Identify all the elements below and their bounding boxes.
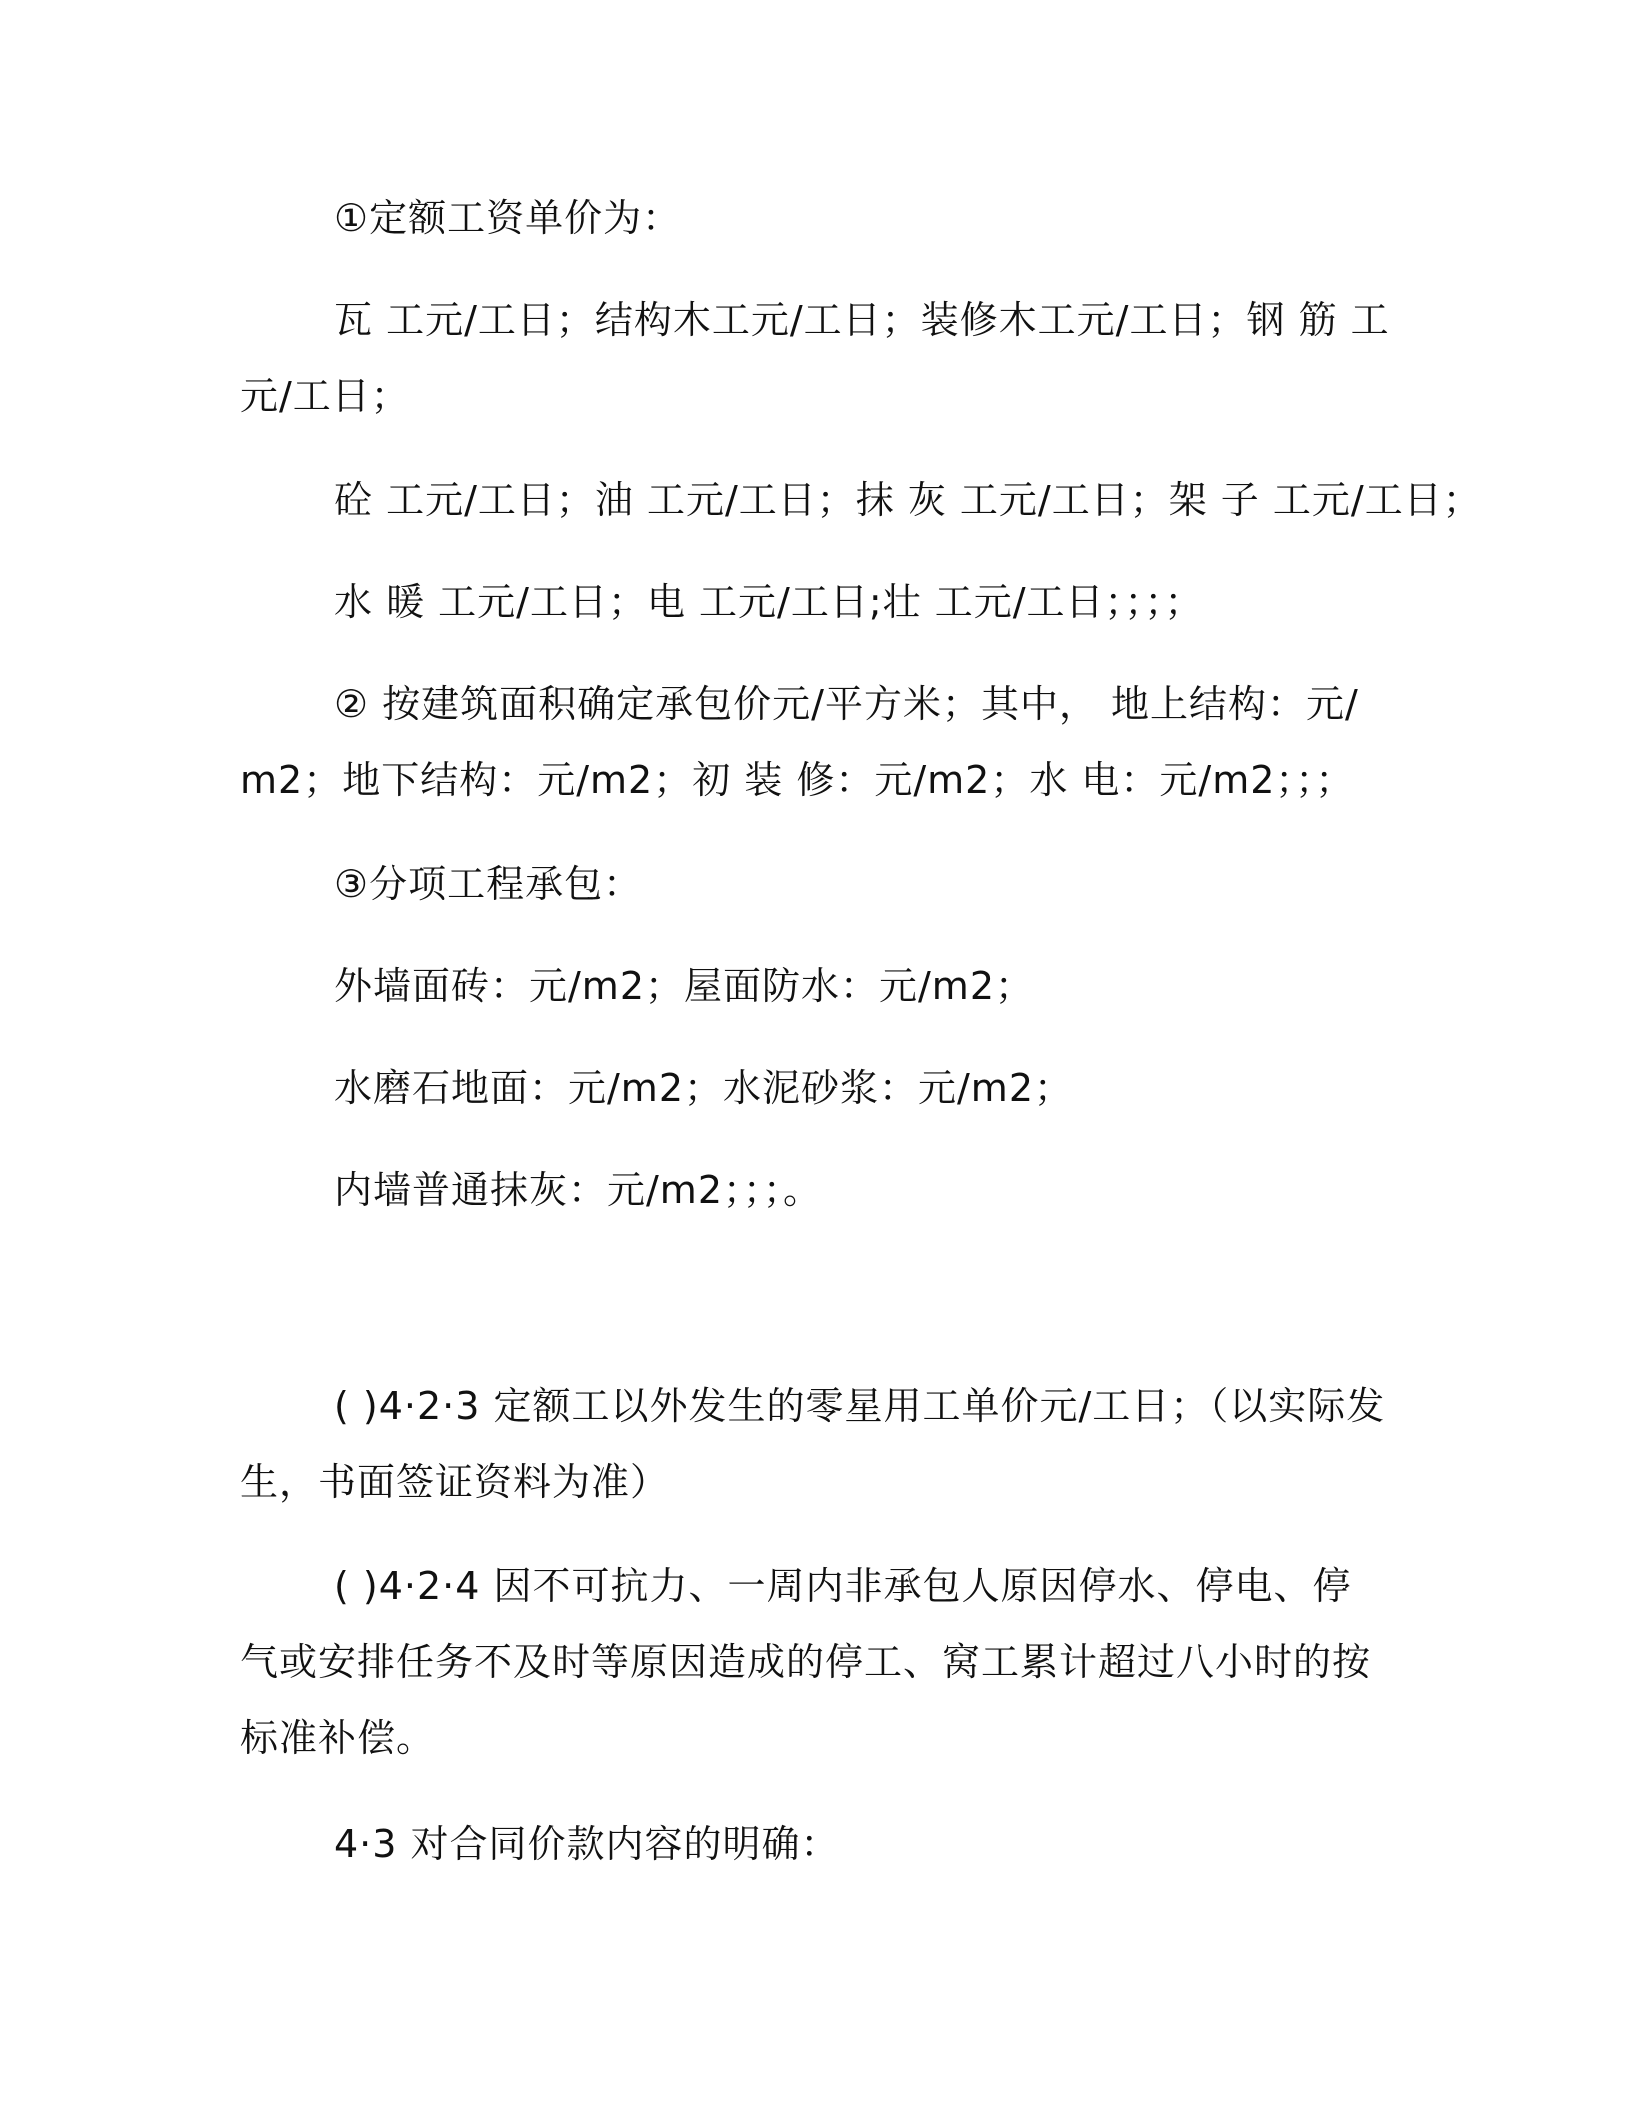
paragraph-clause-4-2-3: ( )4·2·3 定额工以外发生的零星用工单价元/工日；（以实际发生，书面签证资料为准）: [240, 1384, 1386, 1504]
paragraph-wage-rate-heading: ①定额工资单价为：: [334, 196, 682, 240]
paragraph-clause-4-2-4: ( )4·2·4 因不可抗力、一周内非承包人原因停水、停电、停气或安排任务不及时等原因造成的停工、窝工累计超过八小时的按标准补偿。: [240, 1564, 1372, 1760]
paragraph-wage-rates-line-2: 砼 工元/工日；油 工元/工日；抹 灰 工元/工日；架 子 工元/工日；: [334, 478, 1482, 522]
paragraph-wage-rates-line-1: 瓦 工元/工日；结构木工元/工日；装修木工元/工日；钢 筋 工元/工日；: [240, 298, 1390, 418]
paragraph-subitem-line-2: 水磨石地面：元/m2；水泥砂浆：元/m2；: [334, 1066, 1073, 1110]
paragraph-subitem-line-1: 外墙面砖：元/m2；屋面防水：元/m2；: [334, 964, 1034, 1008]
paragraph-subitem-heading: ③分项工程承包：: [334, 862, 643, 906]
paragraph-area-based-price: ② 按建筑面积确定承包价元/平方米；其中， 地上结构：元/m2；地下结构：元/m2；初 装 修：元/m2；水 电：元/m2；；；: [240, 682, 1359, 802]
paragraph-wage-rates-line-3: 水 暖 工元/工日；电 工元/工日;壮 工元/工日；；；；: [334, 580, 1204, 624]
paragraph-subitem-line-3: 内墙普通抹灰：元/m2；；；。: [334, 1168, 822, 1212]
paragraph-clause-4-3: 4·3 对合同价款内容的明确：: [334, 1822, 840, 1866]
